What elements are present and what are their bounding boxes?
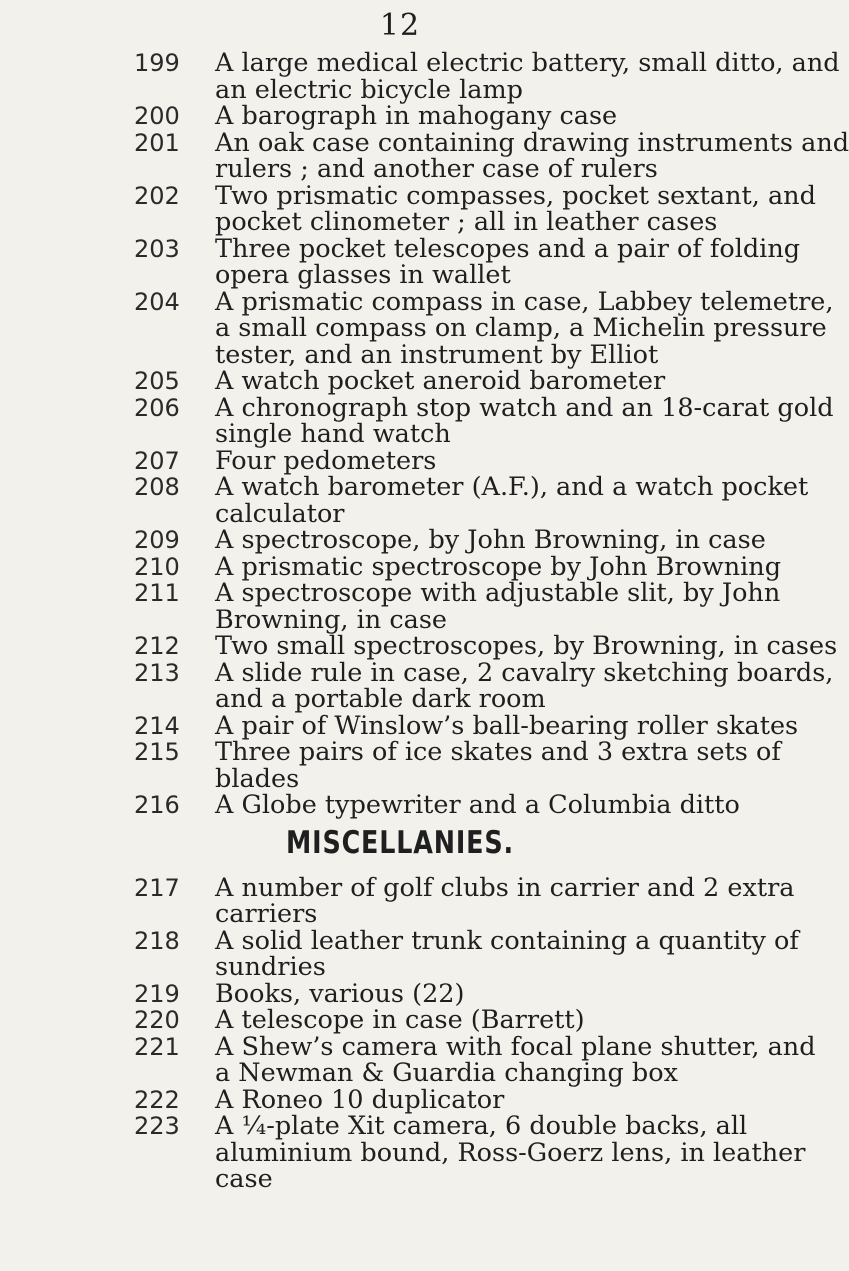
lot-description-line: A barograph in mahogany case bbox=[215, 101, 618, 131]
lot-description-line: A Roneo 10 duplicator bbox=[215, 1084, 505, 1115]
lot-description-line: A large medical electric battery, small ditto, and bbox=[215, 48, 840, 78]
page-number: 12 bbox=[379, 8, 421, 43]
lot-item bbox=[0, 657, 834, 714]
lot-description-line: Browning, in case bbox=[215, 604, 447, 635]
lot-number: 212 bbox=[134, 632, 180, 660]
lot-number: 217 bbox=[134, 873, 180, 902]
lot-description-line: A chronograph stop watch and an 18-carat gold bbox=[215, 392, 834, 423]
lot-number: 213 bbox=[134, 658, 180, 687]
lot-description-line: a small compass on clamp, a Michelin pressure bbox=[215, 313, 827, 343]
lot-description-line: A watch barometer (A.F.), and a watch pocket bbox=[215, 472, 809, 502]
lot-number: 199 bbox=[134, 49, 180, 77]
lot-description-line: A spectroscope with adjustable slit, by John bbox=[215, 578, 781, 608]
lot-description-line: Four pedometers bbox=[215, 445, 437, 476]
lot-description-line: Three pocket telescopes and a pair of folding bbox=[215, 233, 801, 264]
lot-item bbox=[0, 392, 834, 449]
lot-number: 203 bbox=[134, 234, 180, 263]
lot-item bbox=[0, 368, 800, 395]
lot-description-line: blades bbox=[215, 763, 300, 794]
lot-item bbox=[0, 48, 840, 105]
lot-number: 221 bbox=[134, 1032, 180, 1061]
lot-description-line: a Newman & Guardia changing box bbox=[215, 1058, 678, 1088]
lot-description-line: calculator bbox=[215, 498, 345, 529]
lot-description-line: single hand watch bbox=[215, 419, 451, 449]
lot-item bbox=[0, 233, 801, 290]
lot-item bbox=[0, 872, 800, 929]
lot-description-line: A Shew’s camera with focal plane shutter, and bbox=[215, 1031, 816, 1062]
lot-item bbox=[0, 551, 800, 582]
lot-description-line: A prismatic spectroscope by John Browning bbox=[215, 551, 782, 582]
lot-description-line: A number of golf clubs in carrier and 2 extra bbox=[215, 872, 795, 903]
section-heading: MISCELLANIES. bbox=[286, 824, 514, 861]
lot-description-line: Books, various (22) bbox=[215, 978, 465, 1009]
lot-description-line: An oak case containing drawing instruments and bbox=[215, 127, 849, 158]
lot-number: 207 bbox=[134, 446, 180, 475]
lots-section-instruments bbox=[0, 48, 849, 820]
lot-description-line: aluminium bound, Ross-Goerz lens, in leather bbox=[215, 1137, 806, 1168]
lot-description-line: A watch pocket aneroid barometer bbox=[215, 366, 666, 396]
lot-number: 201 bbox=[134, 128, 180, 157]
lot-item bbox=[0, 127, 849, 184]
lot-description-line: A slide rule in case, 2 cavalry sketching boards, bbox=[215, 657, 834, 688]
lot-description-line: A prismatic compass in case, Labbey telemetre, bbox=[215, 286, 834, 317]
lot-number: 209 bbox=[134, 526, 180, 554]
lot-item bbox=[0, 978, 800, 1009]
lot-number: 220 bbox=[134, 1006, 180, 1034]
lot-item bbox=[0, 445, 800, 476]
lot-number: 205 bbox=[134, 367, 180, 395]
lot-number: 216 bbox=[134, 791, 180, 819]
lot-number: 206 bbox=[134, 393, 180, 422]
lot-description-line: and a portable dark room bbox=[215, 684, 546, 714]
lot-item bbox=[0, 631, 838, 661]
lot-number: 200 bbox=[134, 102, 180, 130]
lot-description-line: Three pairs of ice skates and 3 extra sets of bbox=[215, 737, 781, 767]
lot-number: 202 bbox=[134, 181, 180, 210]
lot-item bbox=[0, 739, 800, 792]
lot-description-line: A ¼-plate Xit camera, 6 double backs, all bbox=[215, 1111, 748, 1141]
lot-number: 204 bbox=[134, 287, 180, 316]
lot-description-line: rulers ; and another case of rulers bbox=[215, 154, 658, 184]
lot-description-line: A pair of Winslow’s ball-bearing roller skates bbox=[215, 710, 799, 741]
lot-item bbox=[0, 527, 800, 554]
lot-item bbox=[0, 1111, 806, 1194]
lot-description-line: A solid leather trunk containing a quantity of bbox=[215, 925, 799, 956]
lot-number: 222 bbox=[134, 1085, 180, 1114]
lot-item bbox=[0, 1084, 800, 1115]
lot-description-line: opera glasses in wallet bbox=[215, 260, 511, 290]
lot-item bbox=[0, 710, 800, 741]
lot-item bbox=[0, 580, 800, 633]
lot-description-line: Two small spectroscopes, by Browning, in cases bbox=[215, 631, 838, 661]
lot-description-line: sundries bbox=[215, 952, 326, 982]
lot-number: 214 bbox=[134, 711, 180, 740]
lot-item bbox=[0, 1031, 816, 1088]
lot-description-line: A Globe typewriter and a Columbia ditto bbox=[215, 790, 740, 820]
lot-description-line: pocket clinometer ; all in leather cases bbox=[215, 207, 718, 237]
lot-description-line: carriers bbox=[215, 899, 318, 929]
lot-item bbox=[0, 472, 809, 529]
lot-number: 210 bbox=[134, 552, 180, 581]
lot-number: 218 bbox=[134, 926, 180, 955]
lot-item bbox=[0, 1007, 800, 1034]
lot-number: 215 bbox=[134, 738, 180, 766]
lots-section-miscellanies bbox=[0, 872, 816, 1194]
lot-description-line: an electric bicycle lamp bbox=[215, 74, 523, 105]
lot-number: 211 bbox=[134, 579, 180, 607]
lot-description-line: A spectroscope, by John Browning, in case bbox=[215, 525, 766, 555]
lot-item bbox=[0, 180, 816, 237]
lot-description-line: tester, and an instrument by Elliot bbox=[215, 339, 659, 370]
lot-description-line: case bbox=[215, 1164, 273, 1194]
lot-item bbox=[0, 792, 800, 819]
lot-item bbox=[0, 103, 800, 130]
lot-description-line: Two prismatic compasses, pocket sextant, and bbox=[215, 180, 816, 211]
lot-number: 223 bbox=[134, 1112, 180, 1140]
lot-number: 208 bbox=[134, 473, 180, 501]
catalogue-list bbox=[0, 48, 849, 1194]
lot-item bbox=[0, 925, 800, 982]
lot-description-line: A telescope in case (Barrett) bbox=[215, 1005, 585, 1035]
lot-number: 219 bbox=[134, 979, 180, 1008]
lot-item bbox=[0, 286, 834, 370]
